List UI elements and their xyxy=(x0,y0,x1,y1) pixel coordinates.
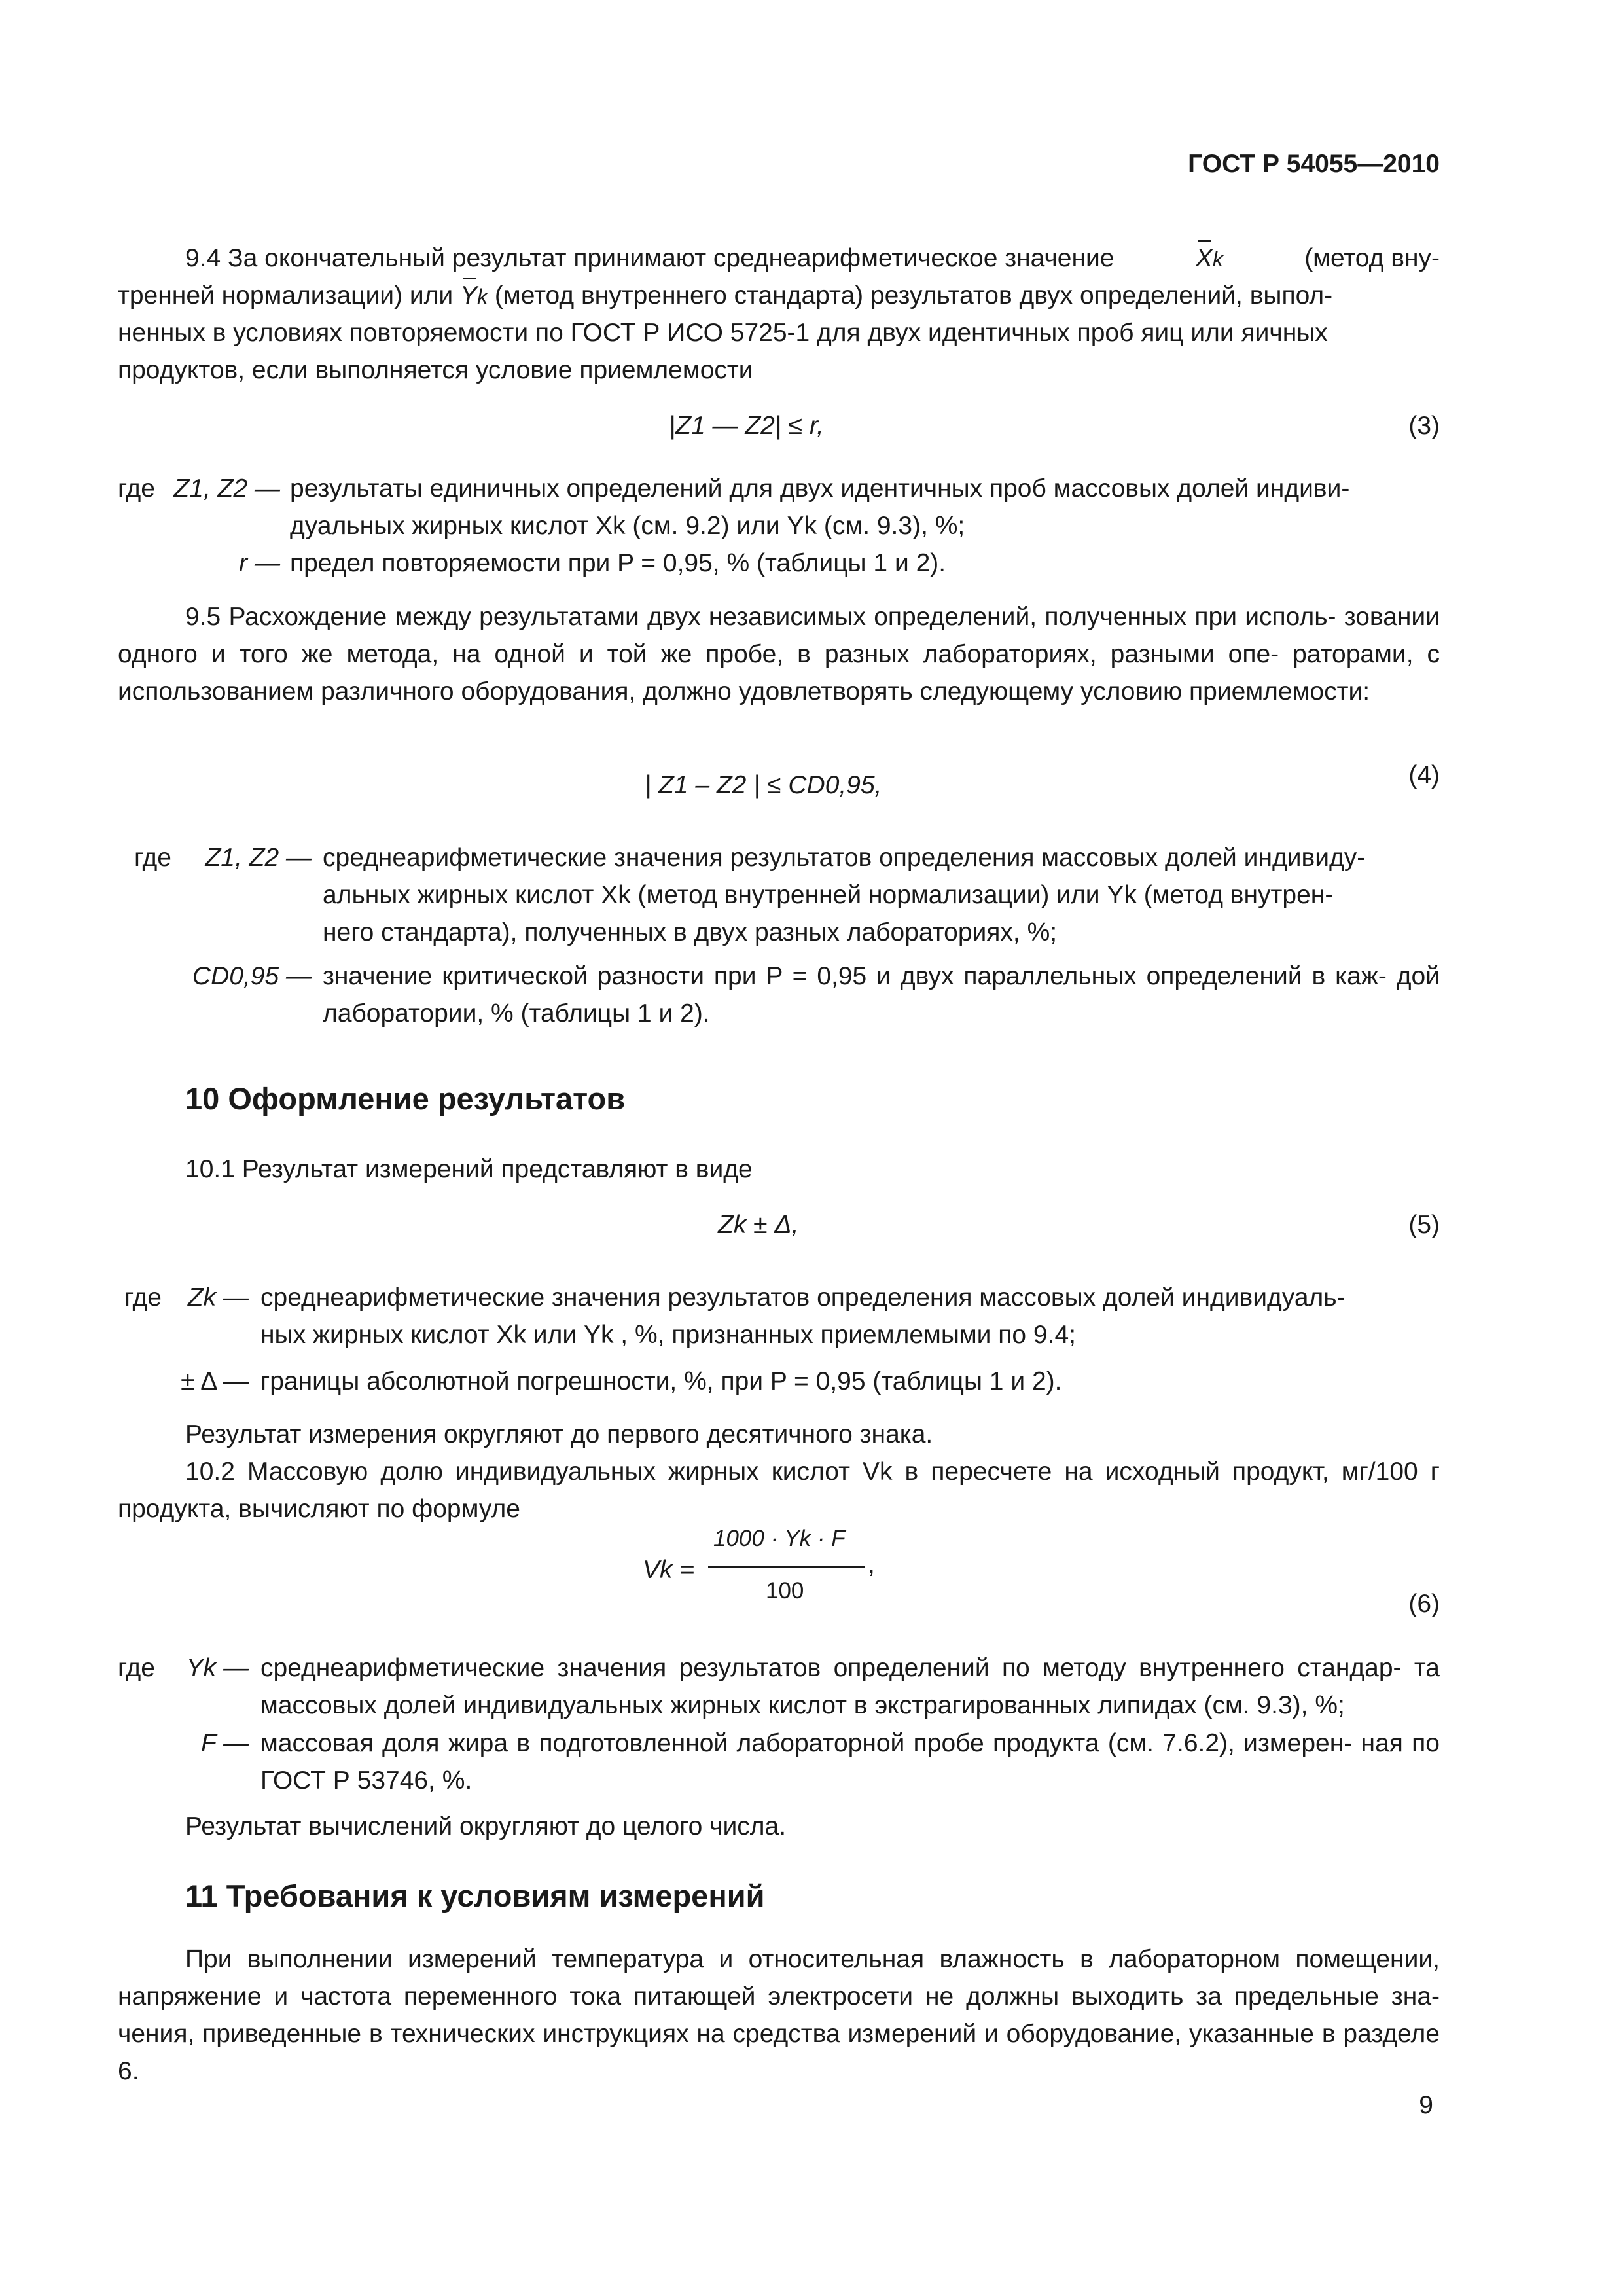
where-label-5: где xyxy=(124,1283,162,1312)
para-11: При выполнении измерений температура и относительная влажность в лабораторном помещении, напряжение и частота переменного тока питающей электросети не должны выходить за предельные зна- чения, приведенные в технических инструкциях на средства измерений и оборудование, указанные в разделе 6. xyxy=(118,1945,1440,2085)
term-zk-desc-1: среднеарифметические значения результатов определения массовых долей индивидуаль- xyxy=(260,1283,1346,1312)
formula-4: | Z1 – Z2 | ≤ CD0,95, xyxy=(645,771,882,799)
term-zk: Zk — xyxy=(187,1283,249,1312)
section-11-heading: 11 Требования к условиям измерений xyxy=(185,1878,765,1913)
term-z1-z2-desc-1: результаты единичных определений для двух идентичных проб массовых долей индиви- xyxy=(290,475,1350,503)
section-10-heading: 10 Оформление результатов xyxy=(185,1081,626,1116)
term-r: r — xyxy=(239,549,280,577)
equation-number-5: (5) xyxy=(1408,1211,1440,1239)
para-9-4-line3: ненных в условиях повторяемости по ГОСТ Р ИСО 5725-1 для двух идентичных проб яиц или яичных xyxy=(118,319,1328,347)
rounding-note-1: Результат измерения округляют до первого десятичного знака. xyxy=(185,1420,933,1448)
para-9-4-line4: продуктов, если выполняется условие приемлемости xyxy=(118,356,753,384)
formula-6-fraction-bar xyxy=(708,1566,865,1568)
term-z-bar-desc-1: среднеарифметические значения результатов определения массовых долей индивиду- xyxy=(323,844,1366,872)
document-id-header: ГОСТ Р 54055—2010 xyxy=(1188,150,1440,178)
rounding-note-2: Результат вычислений округляют до целого числа. xyxy=(185,1812,787,1840)
formula-5: Zk ± Δ, xyxy=(718,1211,799,1239)
symbol-y-bar-k: Yk xyxy=(460,281,488,310)
formula-6-lhs: Vk = xyxy=(643,1556,695,1584)
term-delta-desc: границы абсолютной погрешности, %, при P = 0,95 (таблицы 1 и 2). xyxy=(260,1367,1062,1395)
term-yk-desc: среднеарифметические значения результатов определений по методу внутреннего стандар- та массовых долей индивидуальных жирных кислот в экстрагированных липидах (см. 9.3), %; xyxy=(260,1654,1440,1719)
para-9-4-line2: тренней нормализации) или Yk (метод внутреннего стандарта) результатов двух определений, выпол- xyxy=(118,277,1332,315)
page-number: 9 xyxy=(1419,2091,1433,2119)
term-delta: ± Δ — xyxy=(181,1367,249,1395)
term-z-bar-desc-3: него стандарта), полученных в двух разных лабораториях, %; xyxy=(323,918,1058,946)
term-z-bar-desc-2: альных жирных кислот Xk (метод внутренней нормализации) или Yk (метод внутрен- xyxy=(323,881,1334,909)
term-f: F — xyxy=(201,1729,249,1757)
para-10-2: 10.2 Массовую долю индивидуальных жирных кислот Vk в пересчете на исходный продукт, мг/100 г продукта, вычисляют по формуле xyxy=(118,1458,1440,1523)
para-9-5: 9.5 Расхождение между результатами двух независимых определений, полученных при исполь- зовании одного и того же метода, на одной и той же пробе, в разных лабораториях, разными опе- раторами, с использованием различного оборудования, должно удовлетворять следующему условию приемлемости: xyxy=(118,603,1440,706)
para-9-4-text-b: (метод вну- xyxy=(1304,244,1440,272)
term-yk: Yk — xyxy=(186,1654,249,1682)
equation-number-3: (3) xyxy=(1408,412,1440,440)
formula-6-numerator: 1000 · Yk · F xyxy=(713,1526,846,1551)
term-z1-z2-desc-2: дуальных жирных кислот Xk (см. 9.2) или Yk (см. 9.3), %; xyxy=(290,512,965,540)
formula-6-denominator: 100 xyxy=(766,1578,804,1604)
term-z-bar: Z1, Z2 — xyxy=(205,844,312,872)
symbol-x-bar-k: Xk xyxy=(1196,240,1223,278)
term-z1-z2: Z1, Z2 — xyxy=(173,475,280,503)
where-label-4: где xyxy=(134,844,171,872)
term-zk-desc-2: ных жирных кислот Xk или Yk , %, признанных приемлемыми по 9.4; xyxy=(260,1321,1076,1349)
term-f-desc: массовая доля жира в подготовленной лабораторной пробе продукта (см. 7.6.2), измерен- ная по ГОСТ Р 53746, %. xyxy=(260,1729,1440,1795)
para-10-1: 10.1 Результат измерений представляют в виде xyxy=(185,1155,753,1183)
where-label-3: где xyxy=(118,475,155,503)
formula-6-tail: , xyxy=(868,1551,875,1579)
term-cd: CD0,95 — xyxy=(192,962,312,990)
equation-number-4: (4) xyxy=(1408,761,1440,789)
term-cd-desc: значение критической разности при P = 0,95 и двух параллельных определений в каж- дой лаборатории, % (таблицы 1 и 2). xyxy=(323,962,1440,1028)
equation-number-6: (6) xyxy=(1408,1590,1440,1618)
para-9-4-text-a: 9.4 За окончательный результат принимают среднеарифметическое значение xyxy=(185,244,1115,272)
formula-3: |Z1 — Z2| ≤ r, xyxy=(669,412,824,440)
para-9-4-line1 xyxy=(185,240,1440,278)
where-label-6: где xyxy=(118,1654,155,1682)
term-r-desc: предел повторяемости при P = 0,95, % (таблицы 1 и 2). xyxy=(290,549,946,577)
